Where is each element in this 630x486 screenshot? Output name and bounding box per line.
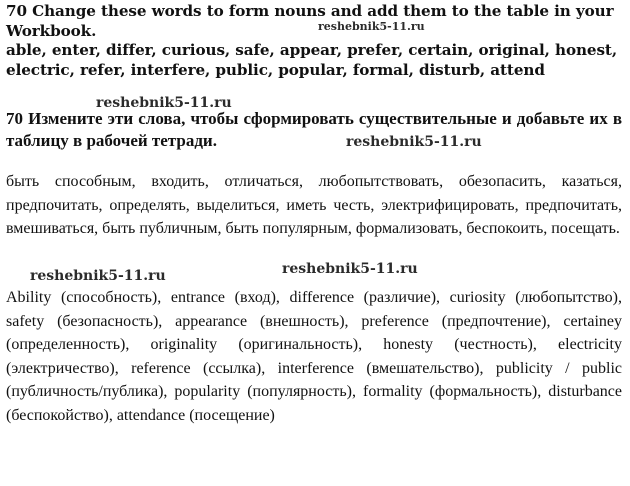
watermark: reshebnik5-11.ru: [346, 134, 482, 150]
english-task-instruction: 70 Change these words to form nouns and add them to the table in your Workbook.: [6, 2, 614, 40]
english-task: [6, 2, 622, 80]
russian-word-list: быть способным, входить, отличаться, любопытствовать, обезопасить, казаться, предпочитать, определять, выделиться, иметь честь, электрифицировать, предпочитать, вмешиваться, быть публичным, быть популярным, формализовать, беспокоить, посещать.: [6, 173, 622, 237]
answer-text: Ability (способность), entrance (вход), difference (различие), curiosity (любопытство), safety (безопасность), appearance (внешность), preference (предпочтение), certainey (определенность), originality (оригинальность), honesty (честность), electricity (электричество), reference (ссылка), interference (вмешательство), publicity / public (публичность/публика), popularity (популярность), formality (формальность), disturbance (беспокойство), attendance (посещение): [6, 289, 622, 424]
watermark: reshebnik5-11.ru: [96, 95, 232, 111]
english-task-word-list: able, enter, differ, curious, safe, appear, prefer, certain, original, honest, electric, refer, interfere, public, popular, formal, disturb, attend: [6, 41, 618, 79]
russian-task-instruction: 70 Измените эти слова, чтобы сформировать существительные и добавьте их в таблицу в рабочей тетради.: [6, 109, 622, 150]
watermark: reshebnik5-11.ru: [282, 261, 418, 277]
watermark: reshebnik5-11.ru: [318, 20, 425, 33]
watermark: reshebnik5-11.ru: [30, 268, 166, 284]
